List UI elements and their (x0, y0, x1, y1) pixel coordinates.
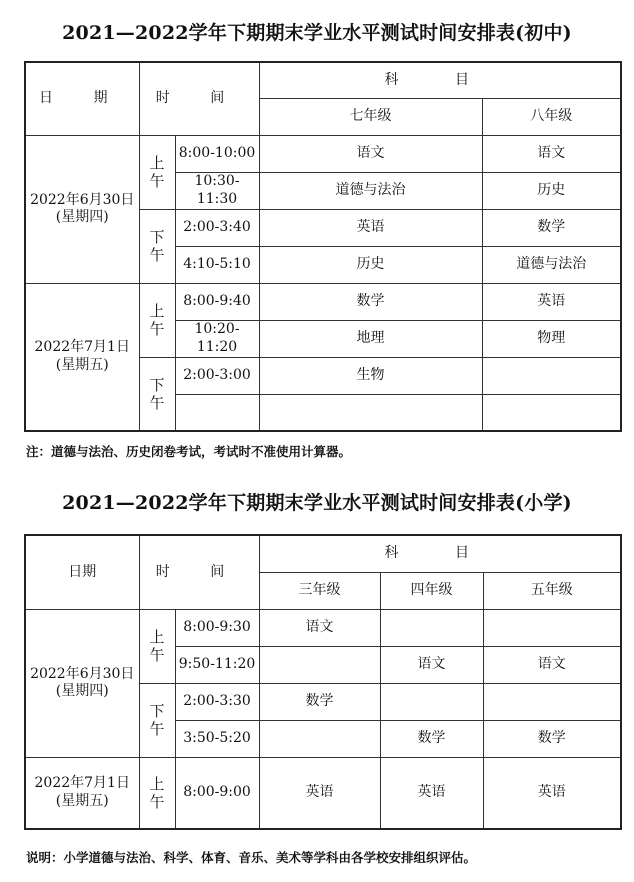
header-grade: 七年级 (259, 98, 482, 135)
subject-cell (482, 394, 621, 431)
subject-cell: 数学 (380, 720, 483, 757)
subject-cell: 道德与法治 (259, 172, 482, 209)
date-cell (25, 135, 139, 283)
header-date: 日 期 (25, 62, 139, 135)
subject-cell (483, 683, 621, 720)
weekday-text: (星期五) (55, 356, 109, 373)
weekday-text: (星期四) (55, 683, 109, 699)
header-grade: 五年级 (483, 572, 621, 609)
half-day-cell: 上 午 (139, 135, 175, 209)
half-day-cell: 上 午 (139, 283, 175, 357)
time-slot (175, 394, 259, 431)
subject-cell: 地理 (259, 320, 482, 357)
subject-cell: 数学 (483, 720, 621, 757)
subject-cell: 语文 (483, 646, 621, 683)
middle-school-schedule-table (24, 61, 622, 432)
header-grade: 三年级 (259, 572, 380, 609)
subject-cell: 语文 (380, 646, 483, 683)
time-slot: 8:00-9:00 (175, 757, 259, 829)
time-slot: 8:00-9:40 (175, 283, 259, 320)
subject-cell (482, 357, 621, 394)
primary-school-title: 2021—2022学年下期期末学业水平测试时间安排表(小学) (62, 492, 572, 514)
half-day-cell: 下 午 (139, 357, 175, 431)
time-slot: 4:10-5:10 (175, 246, 259, 283)
date-cell (25, 757, 139, 829)
subject-cell: 数学 (259, 283, 482, 320)
subject-cell: 英语 (380, 757, 483, 829)
date-text: 2022年7月1日 (34, 339, 130, 356)
subject-cell (380, 609, 483, 646)
subject-cell: 英语 (259, 757, 380, 829)
subject-cell: 历史 (482, 172, 621, 209)
time-slot: 10:20-11:20 (175, 320, 259, 357)
header-time: 时 间 (139, 62, 259, 135)
subject-cell: 数学 (259, 683, 380, 720)
half-day-cell: 上 午 (139, 609, 175, 683)
subject-cell (483, 609, 621, 646)
date-cell (25, 609, 139, 757)
subject-cell: 历史 (259, 246, 482, 283)
header-time: 时 间 (139, 535, 259, 609)
half-day-cell: 上 午 (139, 757, 175, 829)
primary-school-schedule-table (24, 534, 622, 830)
half-day-cell: 下 午 (139, 209, 175, 283)
subject-cell: 语文 (259, 609, 380, 646)
date-text: 2022年7月1日 (34, 775, 130, 792)
header-subject: 科 目 (259, 535, 621, 572)
time-slot: 10:30-11:30 (175, 172, 259, 209)
date-text: 2022年6月30日 (30, 191, 135, 208)
middle-school-note: 注：道德与法治、历史闭卷考试，考试时不准使用计算器。 (26, 444, 352, 459)
subject-cell: 语文 (482, 135, 621, 172)
subject-cell (380, 683, 483, 720)
subject-cell: 英语 (259, 209, 482, 246)
subject-cell (259, 646, 380, 683)
half-day-cell: 下 午 (139, 683, 175, 757)
subject-cell (259, 720, 380, 757)
date-cell (25, 283, 139, 431)
weekday-text: (星期四) (55, 209, 109, 225)
header-date: 日期 (25, 535, 139, 609)
subject-cell: 数学 (482, 209, 621, 246)
subject-cell: 语文 (259, 135, 482, 172)
time-slot: 3:50-5:20 (175, 720, 259, 757)
time-slot: 8:00-9:30 (175, 609, 259, 646)
time-slot: 2:00-3:00 (175, 357, 259, 394)
time-slot: 2:00-3:30 (175, 683, 259, 720)
weekday-text: (星期五) (55, 792, 109, 809)
primary-school-note: 说明：小学道德与法治、科学、体育、音乐、美术等学科由各学校安排组织评估。 (26, 850, 477, 865)
time-slot: 2:00-3:40 (175, 209, 259, 246)
subject-cell (259, 394, 482, 431)
middle-school-title: 2021—2022学年下期期末学业水平测试时间安排表(初中) (62, 22, 572, 44)
date-text: 2022年6月30日 (30, 665, 135, 682)
header-grade: 四年级 (380, 572, 483, 609)
subject-cell: 物理 (482, 320, 621, 357)
header-subject: 科 目 (259, 62, 621, 98)
subject-cell: 英语 (483, 757, 621, 829)
time-slot: 9:50-11:20 (175, 646, 259, 683)
subject-cell: 道德与法治 (482, 246, 621, 283)
subject-cell: 英语 (482, 283, 621, 320)
subject-cell: 生物 (259, 357, 482, 394)
header-grade: 八年级 (482, 98, 621, 135)
time-slot: 8:00-10:00 (175, 135, 259, 172)
